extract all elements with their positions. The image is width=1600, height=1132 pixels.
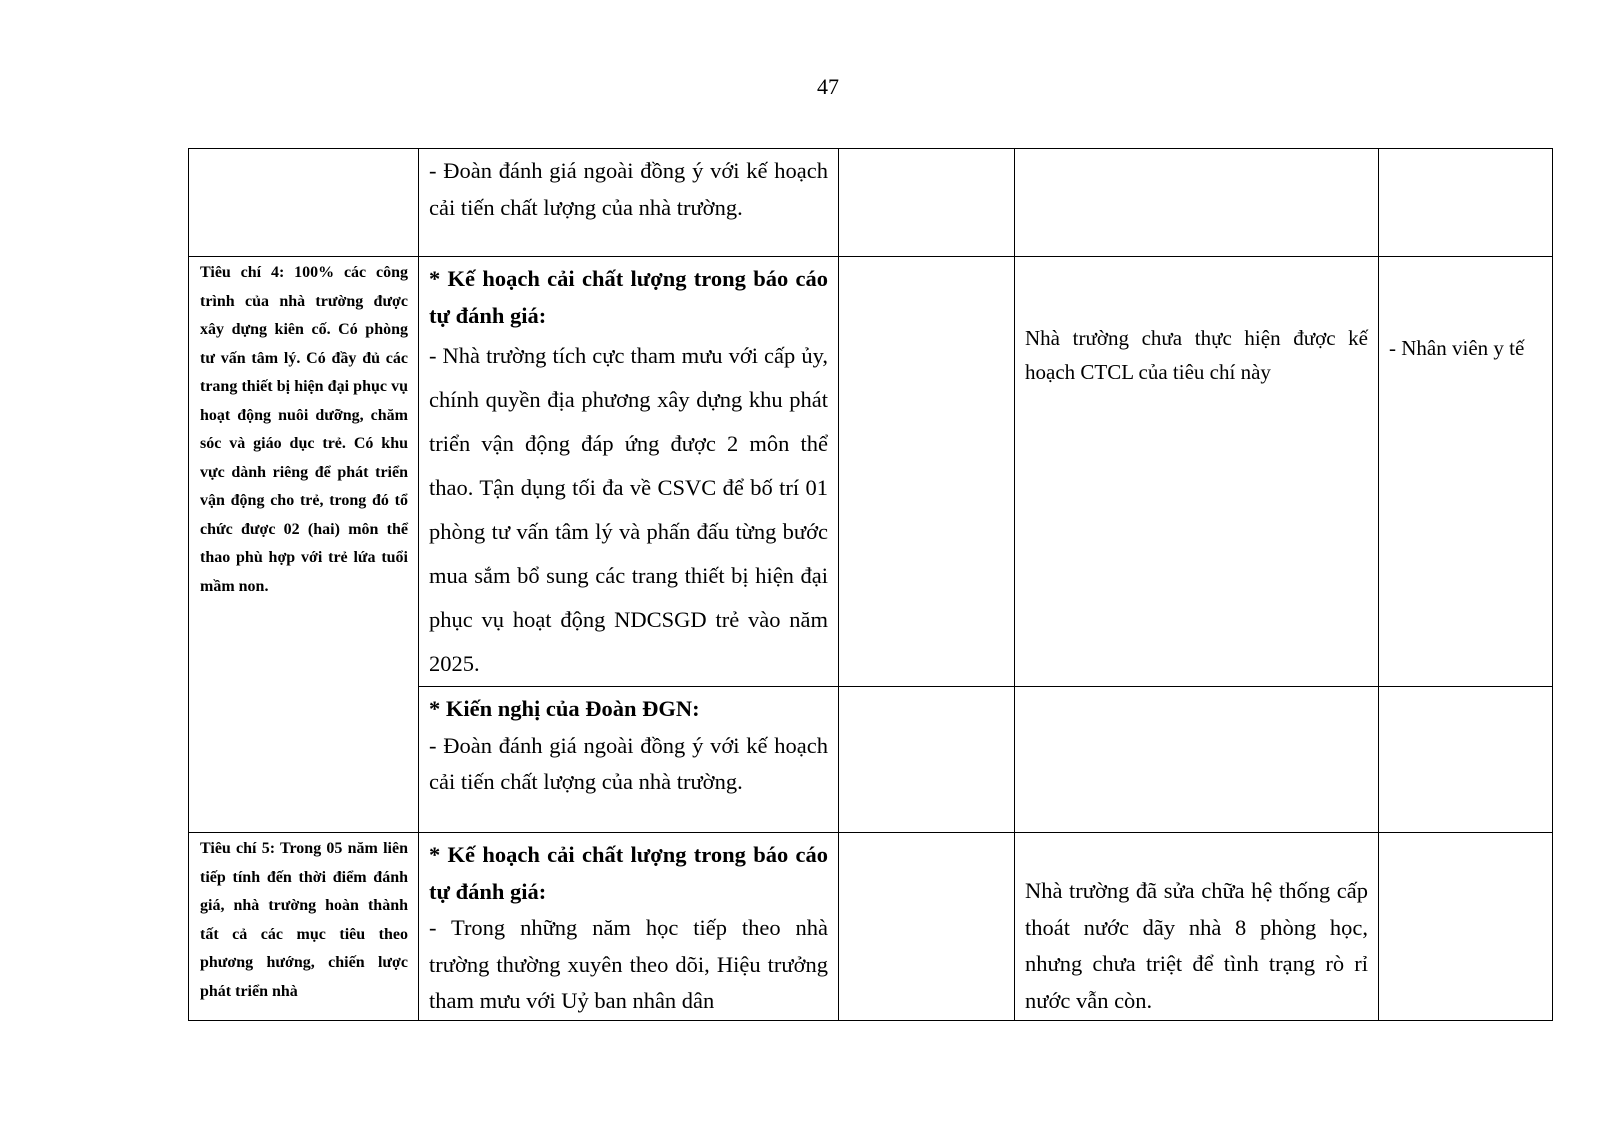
- criterion-text: Tiêu chí 5: Trong 05 năm liên tiếp tính đến thời điểm đánh giá, nhà trường hoàn thành tất cả các mục tiêu theo phương hướng, chiến lược phát triển nhà: [200, 840, 408, 1000]
- content-paragraph: - Nhà trường tích cực tham mưu với cấp ủy, chính quyền địa phương xây dựng khu phát triển vận động đáp ứng được 2 môn thể thao. Tận dụng tối đa về CSVC để bố trí 01 phòng tư vấn tâm lý và phấn đấu từng bước mua sắm bổ sung các trang thiết bị hiện đại phục vụ hoạt động NDCSGD trẻ vào năm 2025.: [429, 343, 828, 676]
- status-cell: [1015, 833, 1379, 1021]
- content-paragraph: - Đoàn đánh giá ngoài đồng ý với kế hoạch cải tiến chất lượng của nhà trường.: [429, 158, 828, 220]
- content-heading: * Kế hoạch cải chất lượng trong báo cáo tự đánh giá:: [429, 266, 828, 328]
- criterion-cell: [189, 149, 419, 257]
- status-text: Nhà trường đã sửa chữa hệ thống cấp thoát nước dãy nhà 8 phòng học, nhưng chưa triệt để tình trạng rò rỉ nước vẫn còn.: [1025, 878, 1368, 1013]
- content-heading: * Kế hoạch cải chất lượng trong báo cáo tự đánh giá:: [429, 842, 828, 904]
- blank-cell: [839, 687, 1015, 833]
- table-row: [189, 833, 1553, 1021]
- blank-cell: [839, 149, 1015, 257]
- responsible-cell: [1379, 687, 1553, 833]
- content-cell: [419, 257, 839, 687]
- page-number: 47: [817, 74, 839, 99]
- content-cell: [419, 833, 839, 1021]
- responsible-cell: [1379, 149, 1553, 257]
- blank-cell: [839, 257, 1015, 687]
- content-cell: [419, 149, 839, 257]
- table-row: [189, 149, 1553, 257]
- criterion-cell: [189, 257, 419, 833]
- content-cell: [419, 687, 839, 833]
- status-cell: [1015, 687, 1379, 833]
- table-row: [189, 257, 1553, 687]
- content-heading: * Kiến nghị của Đoàn ĐGN:: [429, 696, 700, 721]
- status-cell: [1015, 257, 1379, 687]
- blank-cell: [839, 833, 1015, 1021]
- responsible-cell: [1379, 833, 1553, 1021]
- criterion-text: Tiêu chí 4: 100% các công trình của nhà trường được xây dựng kiên cố. Có phòng tư vấn tâm lý. Có đầy đủ các trang thiết bị hiện đại phục vụ hoạt động nuôi dưỡng, chăm sóc và giáo dục trẻ. Có khu vực dành riêng để phát triển vận động cho trẻ, trong đó tổ chức được 02 (hai) môn thể thao phù hợp với trẻ lứa tuổi mầm non.: [200, 264, 408, 595]
- content-paragraph: - Đoàn đánh giá ngoài đồng ý với kế hoạch cải tiến chất lượng của nhà trường.: [429, 732, 828, 794]
- status-text: Nhà trường chưa thực hiện được kế hoạch CTCL của tiêu chí này: [1025, 326, 1368, 384]
- status-cell: [1015, 149, 1379, 257]
- content-paragraph: - Trong những năm học tiếp theo nhà trường thường xuyên theo dõi, Hiệu trưởng tham mưu với Uỷ ban nhân dân: [429, 915, 828, 1013]
- responsible-text: - Nhân viên y tế: [1389, 336, 1525, 360]
- improvement-plan-table: [188, 148, 1553, 1021]
- responsible-cell: [1379, 257, 1553, 687]
- criterion-cell: [189, 833, 419, 1021]
